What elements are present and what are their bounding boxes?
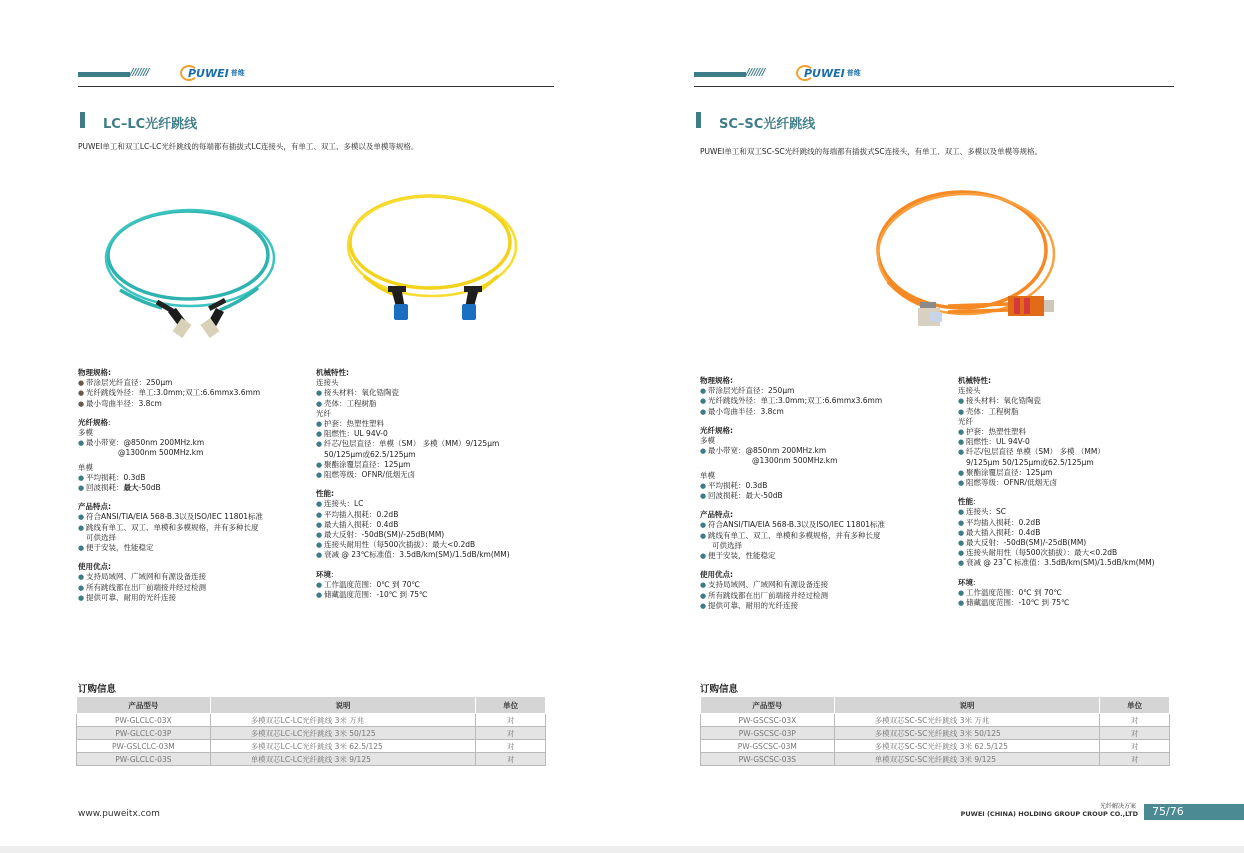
performance-item: ● 连接头：LC <box>316 499 510 509</box>
page-title: SC–SC光纤跳线 <box>719 117 816 132</box>
desc-cell: 多模双芯SC-SC光纤跳线 3米 50/125 <box>834 727 1100 740</box>
spec-column-left <box>700 376 885 611</box>
mechanical-heading: 机械特性: <box>958 376 991 385</box>
title-marker <box>696 112 701 128</box>
desc-cell: 多模双芯LC-LC光纤跳线 3米 万兆 <box>210 714 476 727</box>
spec-column-right: 机械特性: 连接头 ● 接头材料：氧化锆陶瓷 ● 壳体：工程树脂 光纤 ● 护套：热塑性塑料 ● 阻燃性：UL 94V-0 ● 纤芯/包层直径：单模（SM） 多模（MM）9/125μm 50/125μm或62.5/125μm ● 聚酯涂覆层直径：125μm ● 阻燃等级：OFNR/低烟无卤 性能: ● 连接头：LC ● 平均插入损耗：0.2dB ● 最大插入损耗：0.4dB ● 最大反射：-50dB(SM)/-25dB(MM) ● 连接头耐用性（每500次插拔）：最大<0.2dB ● 衰减 @ 23℃标准值：3.5dB/km(SM)/1.5dB/km(MM) 环境: ● 工作温度范围：0℃ 到 70℃ ● 储藏温度范围：-10℃ 到 75℃ <box>316 368 510 600</box>
fiber-item: ● 护套：热塑性塑料 <box>958 427 1155 437</box>
spec-column-left <box>78 368 263 603</box>
multimode-label: 多模 <box>78 428 93 438</box>
table-row <box>701 714 1170 727</box>
fiber-label: 光纤 <box>316 408 331 418</box>
performance-item: ● 衰减 @ 23℃标准值：3.5dB/km(SM)/1.5dB/km(MM) <box>316 550 510 560</box>
fiber-item: ● 阻燃性：UL 94V-0 <box>316 429 510 439</box>
performance-item: ● 平均插入损耗：0.2dB <box>958 518 1155 528</box>
advantage-item: ● 支持局域网、广域网和有源设备连接 <box>78 572 263 582</box>
bandwidth-cont: @1300nm 500MHz.km <box>752 456 838 466</box>
environment-heading: 环境 <box>958 577 973 587</box>
model-cell: PW-GLCLC-03S <box>77 753 211 766</box>
unit-cell: 对 <box>476 753 546 766</box>
model-cell: PW-GLCLC-03X <box>77 714 211 727</box>
sc-patch-cord-photo <box>858 178 1098 338</box>
fiber-cont: 50/125μm或62.5/125μm <box>324 449 416 459</box>
desc-cell: 多模双芯LC-LC光纤跳线 3米 50/125 <box>210 727 476 740</box>
page-number: 75/76 <box>1144 804 1244 820</box>
col-header: 单位 <box>476 697 546 714</box>
performance-item: ● 最大插入损耗：0.4dB <box>958 528 1155 538</box>
feature-item: ● 跳线有单工、双工、单模和多模规格，并有多种长度 <box>700 531 885 541</box>
connector-item: ● 接头材料：氧化锆陶瓷 <box>958 396 1155 406</box>
table-row <box>77 727 546 740</box>
model-cell: PW-GSCSC-03P <box>701 727 835 740</box>
fiber-item: ● 护套：热塑性塑料 <box>316 419 510 429</box>
feature-cont: 可供选择 <box>86 532 116 542</box>
fiber-heading: 光纤规格 <box>78 417 108 427</box>
table-row <box>77 753 546 766</box>
mechanical-heading: 机械特性: <box>316 368 349 377</box>
advantages-heading: 使用优点: <box>78 562 111 572</box>
website-link[interactable]: www.puweitx.com <box>78 809 160 819</box>
intro-text: PUWEI单工和双工LC-LC光纤跳线的每端都有插拔式LC连接头，有单工、双工、多模以及单模等规格。 <box>78 142 419 151</box>
advantage-item: ● 所有跳线都在出厂前端接并经过检测 <box>78 583 263 593</box>
logo-brand: PUWEI <box>804 66 845 80</box>
desc-cell: 多模双芯SC-SC光纤跳线 3米 万兆 <box>834 714 1100 727</box>
physical-item: ● 带涂层光纤直径：250μm <box>700 386 885 396</box>
table-row <box>77 714 546 727</box>
advantages-heading: 使用优点: <box>700 570 733 580</box>
order-table-header <box>701 697 1170 714</box>
col-header: 说明 <box>210 697 476 714</box>
logo-brand: PUWEI <box>188 66 229 80</box>
fiber-heading: 光纤规格: <box>700 425 733 435</box>
desc-cell: 单模双芯SC-SC光纤跳线 3米 9/125 <box>834 753 1100 766</box>
desc-cell: 多模双芯LC-LC光纤跳线 3米 62.5/125 <box>210 740 476 753</box>
connector-item: ● 壳体：工程树脂 <box>958 407 1155 417</box>
col-header: 单位 <box>1100 697 1170 714</box>
sm-return-item: ● 回波损耗：最大-50dB <box>700 491 885 501</box>
fiber-label: 光纤 <box>958 416 973 426</box>
physical-item: ● 最小弯曲半径：3.8cm <box>78 399 263 409</box>
header-rule <box>694 86 1174 87</box>
bandwidth-cont: @1300nm 500MHz.km <box>118 448 204 458</box>
connector-label: 连接头 <box>958 386 981 396</box>
table-row <box>77 740 546 753</box>
logo-brand-cn: 普维 <box>230 69 245 77</box>
performance-heading: 性能: <box>316 489 334 499</box>
environment-heading: 环境 <box>316 569 331 579</box>
performance-item: ● 最大反射：-50dB(SM)/-25dB(MM) <box>316 530 510 540</box>
connector-item: ● 接头材料：氧化锆陶瓷 <box>316 388 510 398</box>
desc-cell: 单模双芯LC-LC光纤跳线 3米 9/125 <box>210 753 476 766</box>
model-cell: PW-GSLCLC-03M <box>77 740 211 753</box>
right-page <box>622 0 1244 853</box>
header-slashes: /////// <box>130 67 149 78</box>
performance-item: ● 连接头：SC <box>958 507 1155 517</box>
performance-item: ● 平均插入损耗：0.2dB <box>316 510 510 520</box>
advantage-item: ● 提供可靠、耐用的光纤连接 <box>700 601 885 611</box>
fiber-item: ● 阻燃性：UL 94V-0 <box>958 437 1155 447</box>
order-table-header <box>77 697 546 714</box>
advantage-item: ● 所有跳线都在出厂前端接并经过检测 <box>700 591 885 601</box>
connector-label: 连接头 <box>316 378 339 388</box>
header-bar <box>78 72 130 77</box>
features-heading: 产品特点: <box>78 502 111 512</box>
puwei-logo <box>796 64 861 82</box>
model-cell: PW-GSCSC-03S <box>701 753 835 766</box>
performance-heading: 性能 <box>958 497 973 507</box>
physical-item: ● 最小弯曲半径：3.8cm <box>700 407 885 417</box>
feature-cont: 可供选择 <box>712 540 742 550</box>
fiber-heading-colon: : <box>108 417 111 427</box>
footer-solution: 光纤解决方案 <box>1099 803 1136 810</box>
table-row <box>701 753 1170 766</box>
page-footer <box>944 804 1244 820</box>
header-bar <box>694 72 746 77</box>
sm-loss-item: ● 平均损耗：0.3dB <box>700 481 885 491</box>
performance-item: ● 衰减 @ 23˚C 标准值：3.5dB/km(SM)/1.5dB/km(MM) <box>958 558 1155 568</box>
order-heading: 订购信息 <box>700 684 739 695</box>
footer-company: PUWEI (CHINA) HOLDING GROUP CROUP CO.,LTD <box>960 810 1138 818</box>
spec-column-right: 机械特性: 连接头 ● 接头材料：氧化锆陶瓷 ● 壳体：工程树脂 光纤 ● 护套：热塑性塑料 ● 阻燃性：UL 94V-0 ● 纤芯/包层直径 单模（SM） 多模 （MM） 9/125μm 50/125μm或62.5/125μm ● 聚酯涂覆层直径：125μm ● 阻燃等级：OFNR/低烟无卤 性能: ● 连接头：SC ● 平均插入损耗：0.2dB ● 最大插入损耗：0.4dB ● 最大反射：-50dB(SM)/-25dB(MM) ● 连接头耐用性（每500次插拔）：最大<0.2dB ● 衰减 @ 23˚C 标准值：3.5dB/km(SM)/1.5dB/km(MM) 环境: ● 工作温度范围：0℃ 到 70℃ ● 储藏温度范围：-10℃ 到 75℃ <box>958 376 1155 608</box>
puwei-logo <box>180 64 245 82</box>
col-header: 产品型号 <box>77 697 211 714</box>
header-rule <box>78 86 554 87</box>
environment-item: ● 储藏温度范围：-10℃ 到 75℃ <box>316 590 510 600</box>
col-header: 产品型号 <box>701 697 835 714</box>
order-table <box>700 696 1170 766</box>
fiber-item: ● 纤芯/包层直径 单模（SM） 多模 （MM） <box>958 447 1155 457</box>
singlemode-label: 单模 <box>700 470 715 480</box>
performance-item: ● 最大反射：-50dB(SM)/-25dB(MM) <box>958 538 1155 548</box>
advantage-item: ● 支持局域网、广域网和有源设备连接 <box>700 580 885 590</box>
table-row <box>701 740 1170 753</box>
physical-item: ● 光纤跳线外径：单工:3.0mm;双工:6.6mmx3.6mm <box>700 396 885 406</box>
multimode-label: 多模 <box>700 436 715 446</box>
performance-item: ● 连接头耐用性（每500次插拔）：最大<0.2dB <box>958 548 1155 558</box>
order-table <box>76 696 546 766</box>
sm-return-item: ● 回波损耗：最大-50dB <box>78 483 263 493</box>
environment-item: ● 储藏温度范围：-10℃ 到 75℃ <box>958 598 1155 608</box>
environment-item: ● 工作温度范围：0℃ 到 70℃ <box>958 588 1155 598</box>
feature-item: ● 符合ANSI/TIA/EIA 568-B.3以及ISO/IEC 11801标准 <box>78 512 263 522</box>
col-header: 说明 <box>834 697 1100 714</box>
unit-cell: 对 <box>1100 740 1170 753</box>
physical-heading: 物理规格: <box>78 368 111 377</box>
page-title: LC–LC光纤跳线 <box>103 117 198 132</box>
physical-item: ● 带涂层光纤直径：250μm <box>78 378 263 388</box>
header-slashes: /////// <box>746 67 765 78</box>
sm-loss-item: ● 平均损耗：0.3dB <box>78 473 263 483</box>
intro-text: PUWEI单工和双工SC-SC光纤跳线的每端都有插拔式SC连接头，有单工、双工、多模以及单模等规格。 <box>700 147 1043 156</box>
order-heading: 订购信息 <box>78 684 117 695</box>
desc-cell: 多模双芯SC-SC光纤跳线 3米 62.5/125 <box>834 740 1100 753</box>
performance-item: ● 连接头耐用性（每500次插拔）：最大<0.2dB <box>316 540 510 550</box>
environment-item: ● 工作温度范围：0℃ 到 70℃ <box>316 580 510 590</box>
fiber-item: ● 阻燃等级：OFNR/低烟无卤 <box>958 478 1155 488</box>
bandwidth-item: ● 最小带宽：@850nm 200MHz.km <box>700 446 885 456</box>
feature-item: ● 便于安装，性能稳定 <box>78 543 263 553</box>
unit-cell: 对 <box>476 714 546 727</box>
feature-item: ● 符合ANSI/TIA/EIA 568-B.3以及ISO/IEC 11801标准 <box>700 520 885 530</box>
bandwidth-item: ● 最小带宽：@850nm 200MHz.km <box>78 438 263 448</box>
feature-item: ● 跳线有单工、双工、单模和多模规格，并有多种长度 <box>78 523 263 533</box>
fiber-item: ● 聚酯涂覆层直径：125μm <box>316 460 510 470</box>
fiber-item: ● 阻燃等级：OFNR/低烟无卤 <box>316 470 510 480</box>
model-cell: PW-GSCSC-03X <box>701 714 835 727</box>
physical-item: ● 光纤跳线外径：单工:3.0mm;双工:6.6mmx3.6mm <box>78 388 263 398</box>
features-heading: 产品特点: <box>700 510 733 520</box>
connector-item: ● 壳体：工程树脂 <box>316 399 510 409</box>
unit-cell: 对 <box>1100 727 1170 740</box>
page-header <box>694 66 1174 86</box>
feature-item: ● 便于安装，性能稳定 <box>700 551 885 561</box>
unit-cell: 对 <box>476 740 546 753</box>
singlemode-label: 单模 <box>78 462 93 472</box>
title-marker <box>80 112 85 128</box>
unit-cell: 对 <box>1100 714 1170 727</box>
fiber-item: ● 纤芯/包层直径：单模（SM） 多模（MM）9/125μm <box>316 439 510 449</box>
page-header <box>78 66 554 86</box>
model-cell: PW-GLCLC-03P <box>77 727 211 740</box>
performance-item: ● 最大插入损耗：0.4dB <box>316 520 510 530</box>
model-cell: PW-GSCSC-03M <box>701 740 835 753</box>
unit-cell: 对 <box>1100 753 1170 766</box>
fiber-cont: 9/125μm 50/125μm或62.5/125μm <box>966 457 1094 467</box>
lc-patch-cord-photo <box>80 180 550 358</box>
physical-heading: 物理规格: <box>700 376 733 385</box>
table-row <box>701 727 1170 740</box>
unit-cell: 对 <box>476 727 546 740</box>
advantage-item: ● 提供可靠、耐用的光纤连接 <box>78 593 263 603</box>
fiber-item: ● 聚酯涂覆层直径：125μm <box>958 468 1155 478</box>
bottom-strip <box>0 846 1244 853</box>
logo-brand-cn: 普维 <box>846 69 861 77</box>
